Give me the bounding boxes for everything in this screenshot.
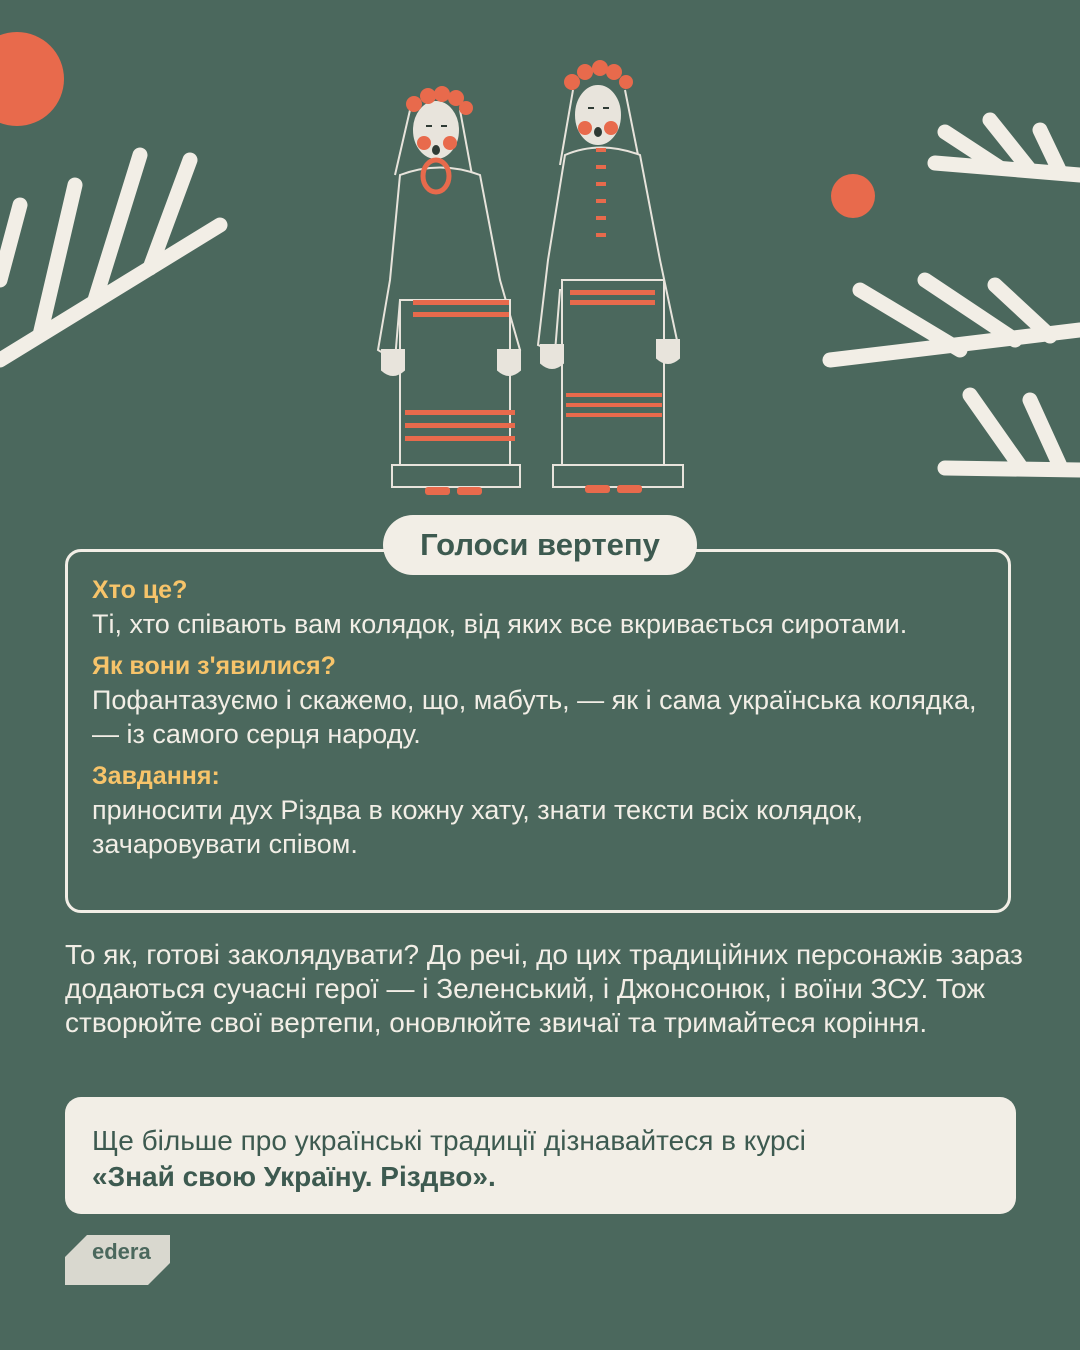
branch-icon (830, 120, 1080, 470)
branch-icon (0, 155, 220, 360)
caroler-figure-left (378, 102, 520, 487)
decor-dot (831, 174, 875, 218)
course-title[interactable]: «Знай свою Україну. Різдво». (92, 1161, 496, 1192)
logo-text: edera (92, 1239, 151, 1264)
info-answer-task: приносити дух Різдва в кожну хату, знати тексти всіх колядок, зачаровувати співом. (92, 795, 864, 859)
info-content (92, 573, 992, 861)
info-question-task: Завдання: (92, 762, 220, 790)
info-question-origin: Як вони з'явилися? (92, 652, 336, 680)
course-callout-text: Ще більше про українські традиції дізнавайтеся в курсі (92, 1125, 806, 1156)
decor-dot (0, 32, 64, 126)
page-title: Голоси вертепу (383, 515, 697, 575)
info-answer-who: Ті, хто співають вам колядок, від яких все вкривається сиротами. (92, 609, 908, 639)
course-callout[interactable] (65, 1097, 1016, 1214)
body-paragraph: То як, готові заколядувати? До речі, до цих традиційних персонажів зараз додаються сучасні герої — і Зеленський, і Джонсонюк, і воїни ЗСУ. Тож створюйте свої вертепи, оновлюйте звичаї та тримайтеся коріння. (65, 939, 1023, 1038)
info-question-who: Хто це? (92, 576, 188, 604)
caroler-figure-right (538, 86, 683, 487)
illustration (0, 0, 1080, 520)
info-answer-origin: Пофантазуємо і скажемо, що, мабуть, — як і сама українська колядка, — із самого серця народу. (92, 685, 977, 749)
